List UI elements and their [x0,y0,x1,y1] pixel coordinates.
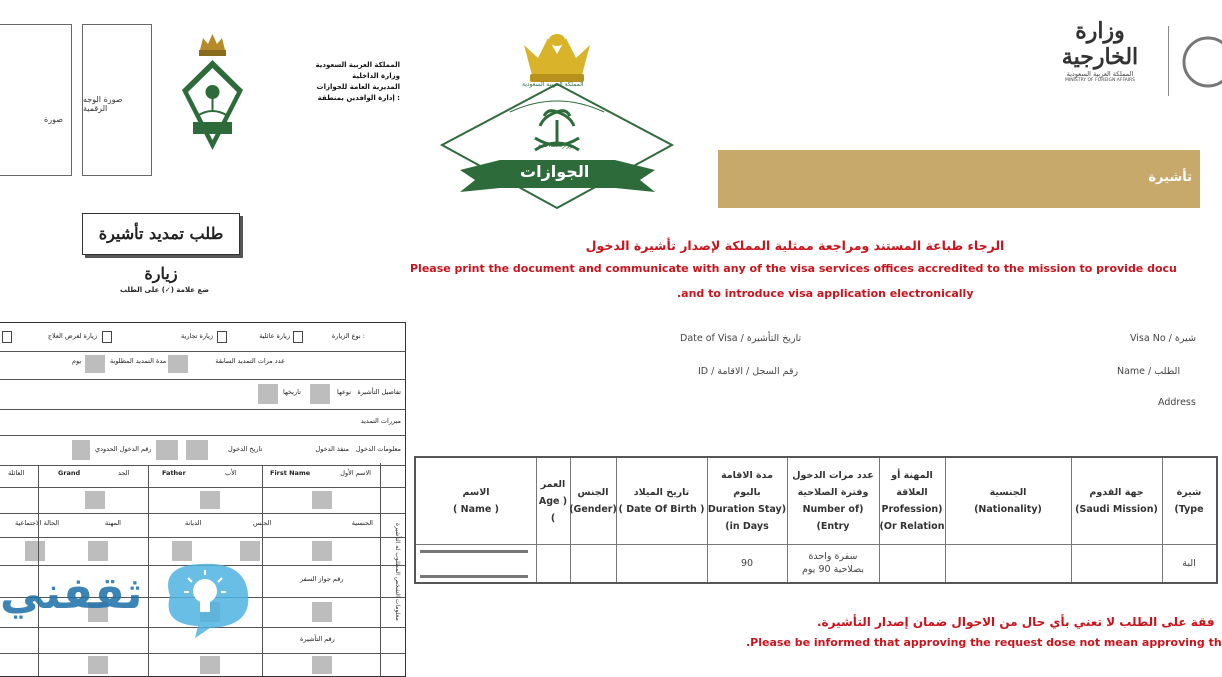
form-hint: ضع علامة (✓) على الطلب [120,286,210,294]
header-name-ar: الاسم [462,487,490,498]
label-first-name-ar: الاسم الأول [340,469,371,477]
label-prev-extensions: عدد مرات التمديد السابقة [215,357,285,365]
checkbox-medical[interactable] [102,331,112,343]
label-requested-duration: مدة التمديد المطلوبة [110,357,167,365]
header-line-3: المديرية العامة للجوازات [316,83,400,91]
label-day: يوم [72,357,82,365]
label-father-en: Father [162,469,186,477]
form-row-9b [0,653,405,676]
vtable-header-age [536,458,570,544]
gold-banner-text: تأشيرة [1148,170,1192,185]
form-row-6b [0,487,405,514]
header-age-ar: العمر [540,478,566,490]
label-grand-en: Grand [58,469,81,477]
header-name-en: ( Name ) [452,504,499,515]
label-grand-ar: الجد [118,469,130,477]
label-religion: الديانة [185,519,202,527]
header-profession-extra: (Or Relation [879,521,945,532]
label-family-name: العائلة [8,469,25,477]
header-mission-en: (Saudi Mission) [1075,504,1158,515]
header-entries-en: Number of) [802,504,864,515]
jawazat-emblem-icon [440,20,675,210]
header-age-en: Age ) [538,495,568,507]
header-type-ar: شيرة [1176,487,1202,498]
field-entry-date[interactable] [156,440,178,460]
notice-arabic: الرجاء طباعة المستند ومراجعة ممثلية المملكة لإصدار تأشيرة الدخول [585,238,1005,253]
vtable-header-profession [879,458,945,544]
cell-entries-line-2: بصلاحية 90 يوم [802,564,864,575]
header-mission-ar: جهة القدوم [1089,487,1144,498]
label-father-ar: الأب [225,469,237,477]
label-gender: الجنس [253,519,272,527]
checkbox-business[interactable] [217,331,227,343]
field-profession[interactable] [88,541,108,561]
label-medical-visit: زيارة لغرض العلاج [47,332,97,340]
photo-box-left [0,24,72,176]
vtable-header-mission [1071,458,1162,544]
label-visa-number: رقم التأشيرة [300,635,335,643]
watermark [0,560,260,650]
vtable-header-entries [787,458,879,544]
photo-box-left-label: صورة [44,115,63,124]
cell-entries-line-1: سفرة واحدة [808,551,858,562]
label-visa-type: نوعها [337,388,352,396]
header-type-en: (Type [1174,504,1204,515]
vtable-header-duration [707,458,787,544]
field-prev-extensions[interactable] [168,355,188,373]
cell-duration [707,546,787,580]
label-border-entry-number: رقم الدخول الحدودي [95,445,152,453]
watermark-text: ثقفني [0,568,143,619]
header-line-1: المملكة العربية السعودية [315,61,400,69]
vtable-header-dob [616,458,707,544]
date-of-visa-label: Date of Visa / تاريخ التأشيرة [680,333,802,344]
checkbox-family[interactable] [293,331,303,343]
vtable-header-name [416,458,536,544]
mofa-english: MINISTRY OF FOREIGN AFFAIRS [1064,78,1136,83]
name-label: Name / الطلب [1117,366,1181,377]
label-entry-info: معلومات الدخول [355,445,401,453]
mofa-subtitle: المملكة العربية السعودية [1066,70,1134,78]
field-marital-status[interactable] [25,541,45,561]
label-passport-number: رقم جواز السفر [300,575,344,583]
id-label: ID / رقم السجل / الاقامة [698,366,799,377]
field-entry-number[interactable] [186,440,208,460]
mofa-logo [1040,18,1160,98]
header-dob-en: ( Date Of Birth ) [618,504,705,515]
label-family-visit: زيارة عائلية [259,332,290,340]
header-gender-en: (Gender) [569,504,617,515]
label-first-name-en: First Name [270,469,311,477]
label-nationality: الجنسية [351,519,373,527]
notice-english-1: Please print the document and communicate with any of the visa services offices accredited to the mission to provide docu [410,262,1177,275]
header-entries-ar: عدد مرات الدخول وفترة الصلاحية [792,470,874,498]
label-visa-details: تفاصيل التأشيرة [357,388,401,396]
label-visa-date: تاريخها [283,388,301,396]
field-visa-3[interactable] [88,656,108,674]
vtable-header-nationality [945,458,1071,544]
passport-emblem-icon [175,30,250,160]
address-label: Address [1158,397,1196,408]
field-first-name[interactable] [312,491,332,509]
field-passport-number[interactable] [312,602,332,622]
cell-type [1162,546,1216,580]
form-row-7 [0,513,405,538]
cell-type-value: البة [1182,557,1196,569]
field-requested-duration[interactable] [85,355,105,373]
field-visa-date[interactable] [258,384,278,404]
name-redacted-line-1 [420,550,528,553]
label-visit-type: نوع الزيارة : [331,332,365,340]
lightbulb-icon [150,556,258,638]
grid-vline-3 [262,465,263,676]
field-visa-type[interactable] [310,384,330,404]
form-row-1 [0,323,405,352]
gold-banner [718,150,1200,208]
form-row-5 [0,435,405,466]
label-entry-date: تاريخ الدخول [228,445,263,453]
header-duration-en: Duration Stay) [707,504,787,515]
header-line-2: وزارة الداخلية [352,72,400,80]
header-age-extra: ( [550,512,556,524]
visa-no-label: Visa No / شيرة [1130,333,1196,344]
label-business-visit: زيارة تجارية [181,332,213,340]
form-row-6 [0,465,405,488]
jawazat-sub-text: وزارة الداخلية [538,142,573,149]
vtable-header-divider [416,544,1216,545]
form-row-4 [0,409,405,436]
header-gender-ar: الجنس [577,487,609,498]
header-duration-ar: مدة الاقامة بالبوم [720,470,774,498]
field-father[interactable] [200,491,220,509]
field-nationality[interactable] [312,541,332,561]
mofa-arabic: وزارة الخارجية [1061,18,1139,70]
checkbox-other[interactable] [2,331,12,343]
cell-entries [787,546,879,580]
label-entry-port: منفذ الدخول [315,445,349,453]
name-redacted-line-2 [420,575,528,578]
form-row-2 [0,351,405,380]
header-nationality-en: (Nationality) [974,504,1042,515]
photo-box-digital-label: صورة الوجه الرقمية [83,95,123,113]
jawazat-label: الجوازات [520,162,590,181]
form-header [290,60,400,104]
header-dob-ar: تاريخ الميلاد [633,487,690,498]
label-extension-reasons: مبررات التمديد [360,417,401,425]
form-title: طلب تمديد تأشيرة زيارة [82,213,240,255]
warning-english: .Please be informed that approving the request dose not mean approving th [746,636,1222,649]
header-line-4: إدارة الوافدين بمنطقة : [317,94,400,102]
mofa-emblem-icon [1178,32,1208,92]
header-entries-extra: (Entry [816,521,850,532]
cell-duration-value: 90 [740,557,754,569]
jawazat-top-text: المملكة العربية السعودية [522,81,584,88]
photo-box-digital [82,24,152,176]
field-visa-2[interactable] [200,656,220,674]
header-profession-ar: المهنة أو العلاقة [891,470,933,498]
notice-english-2: .and to introduce visa application electronically [677,287,974,300]
label-marital-status: الحالة الاجتماعية [15,519,60,527]
label-profession: المهنة [105,519,121,527]
vtable-header-gender [570,458,616,544]
field-visa-number[interactable] [312,656,332,674]
mofa-divider [1168,26,1169,96]
field-grand[interactable] [85,491,105,509]
side-column [380,463,405,676]
field-border-number[interactable] [72,440,90,460]
header-duration-extra: (in Days [725,521,769,532]
vtable-header-type [1162,458,1216,544]
header-profession-en: Profession) [881,504,943,515]
form-row-3 [0,379,405,410]
warning-arabic: فقة على الطلب لا تعني بأي حال من الاحوال ضمان إصدار التأشيرة. [817,615,1215,629]
side-label: معلومات الشخص المطلوب له التأشيرة [394,523,401,621]
header-nationality-ar: الجنسية [989,487,1027,498]
visa-table [414,456,1218,584]
